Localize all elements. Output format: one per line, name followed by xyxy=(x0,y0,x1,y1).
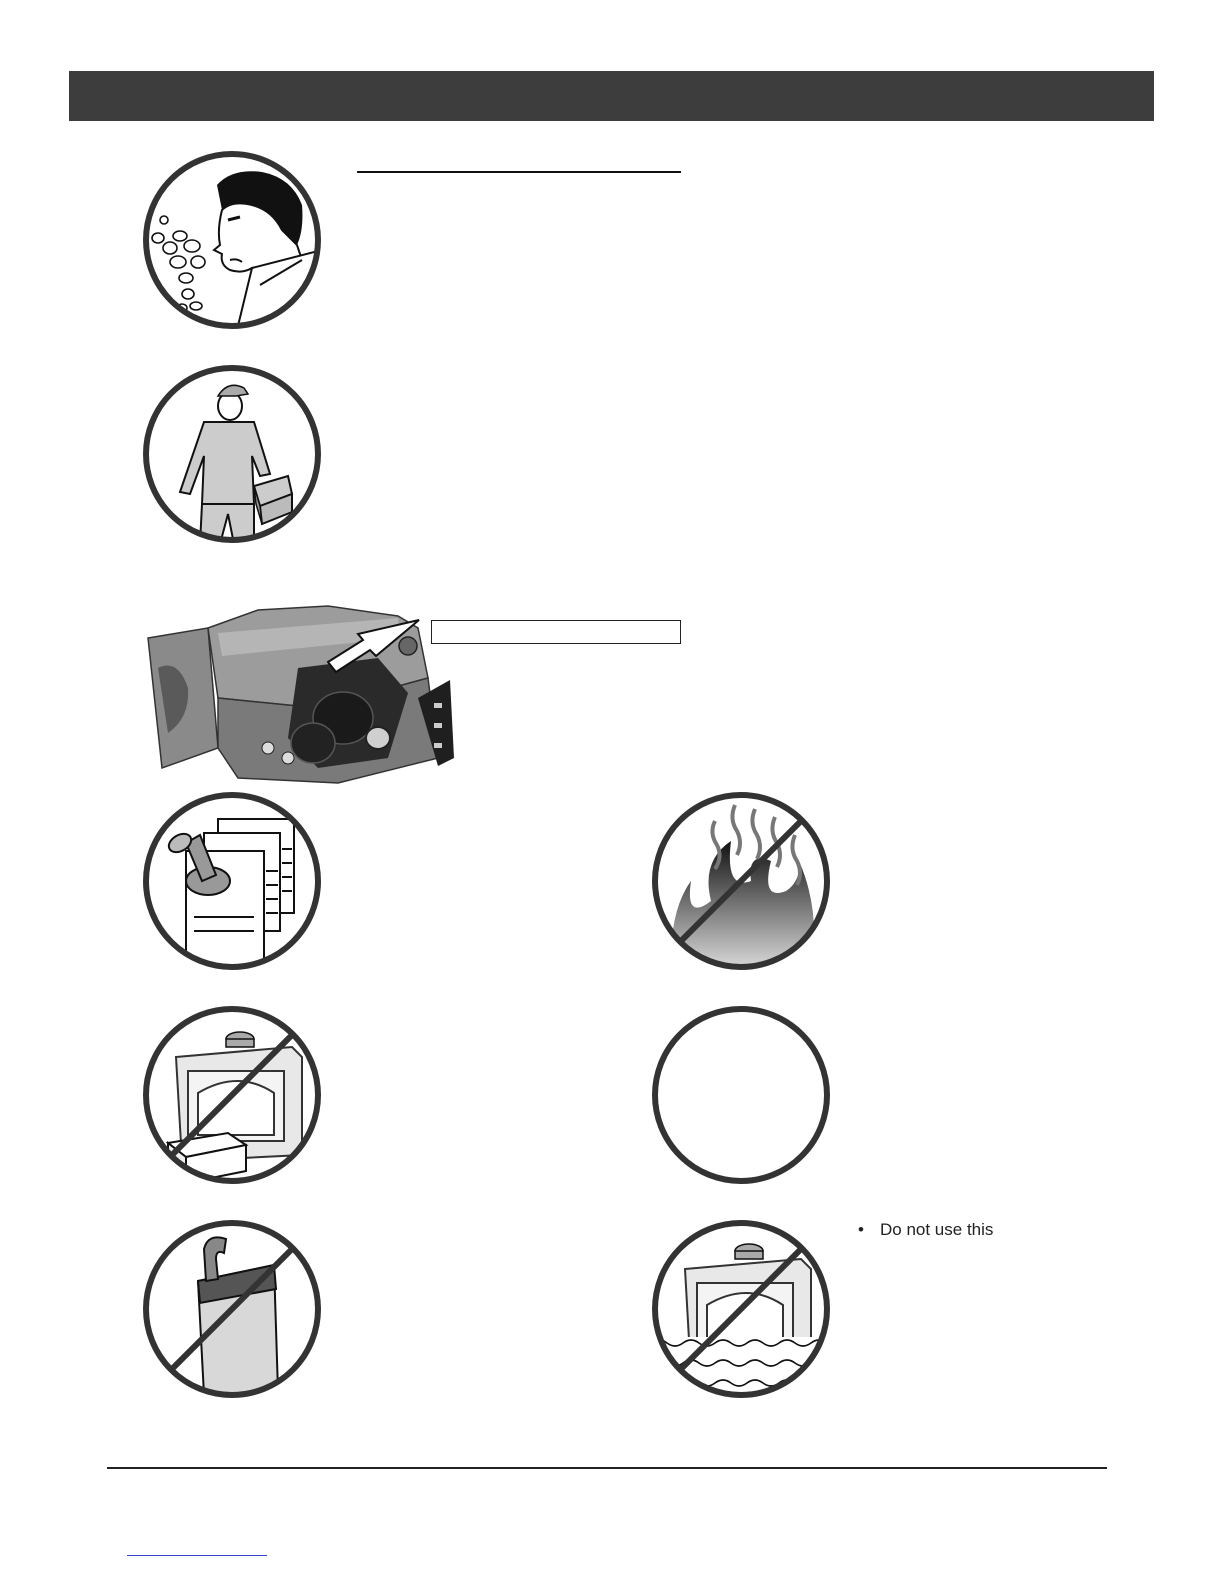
no-storage-near-stove-icon xyxy=(142,1005,322,1185)
valve-callout-box xyxy=(431,620,681,644)
gas-valve-photo xyxy=(138,598,458,788)
header-bar xyxy=(69,71,1154,121)
blank-circle-icon xyxy=(651,1005,831,1185)
person-smelling-gas-icon xyxy=(142,150,322,330)
bullet-item xyxy=(858,1220,993,1240)
bullet-text: Do not use this xyxy=(880,1220,994,1239)
footer-rule xyxy=(107,1467,1107,1469)
bullet-marker: • xyxy=(858,1220,864,1239)
footer-link-underline[interactable] xyxy=(127,1555,267,1556)
service-technician-icon xyxy=(142,364,322,544)
documents-pin-icon xyxy=(142,791,322,971)
section-title-underline xyxy=(357,171,681,173)
no-flooded-stove-icon xyxy=(651,1219,831,1399)
no-open-flame-icon xyxy=(651,791,831,971)
no-gasoline-can-icon xyxy=(142,1219,322,1399)
